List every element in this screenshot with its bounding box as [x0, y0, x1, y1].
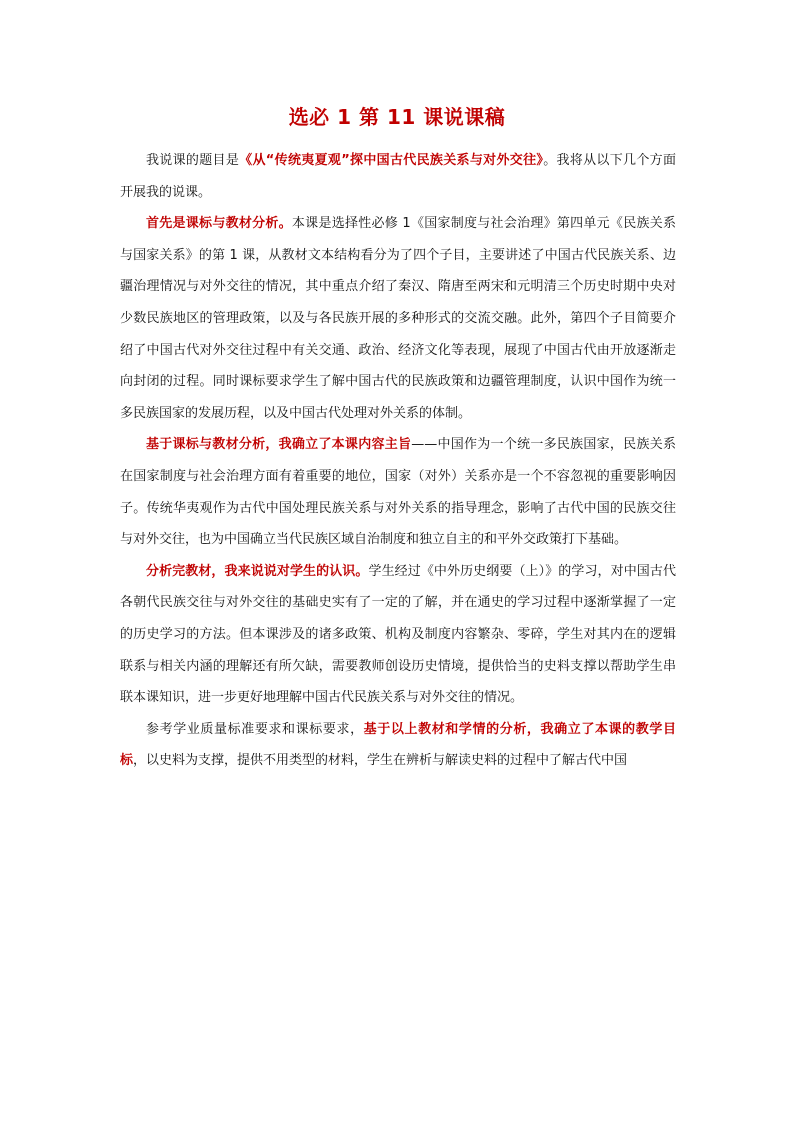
highlighted-heading: 基于以上教材和学情的分析，我确立了本课的教学目标	[120, 721, 676, 769]
highlighted-lesson-topic: 《从“传统夷夏观”探中国古代民族关系与对外交往》	[239, 153, 544, 168]
paragraph-content-theme	[120, 429, 676, 555]
document-body	[120, 145, 676, 777]
text-segment: ，以史料为支撑，提供不用类型的材料，学生在辨析与解读史料的过程中了解古代中国	[133, 753, 628, 769]
text-segment: 我说课的题目是	[146, 153, 240, 168]
highlighted-heading: 分析完教材，我来说说对学生的认识。	[146, 563, 369, 579]
document-title: 选必 1 第 11 课说课稿	[288, 105, 506, 129]
highlighted-heading: 基于课标与教材分析，我确立了本课内容主旨	[146, 437, 412, 453]
text-segment: ——中国作为一个统一多民族国家，民族关系在国家制度与社会治理方面有着重要的地位，国家（对外）关系亦是一个不容忽视的重要影响因子。传统华夷观作为古代中国处理民族关系与对外关系的指导理念，影响了古代中国的民族交往与对外交往，也为中国确立当代民族区域自治制度和独立自主的和平外交政策打下基础。	[120, 437, 676, 548]
text-segment: 本课是选择性必修 1《国家制度与社会治理》第四单元《民族关系与国家关系》的第 1 课，从教材文本结构看分为了四个子目，主要讲述了中国古代民族关系、边疆治理情况与对外交往的情况，其中重点介绍了秦汉、隋唐至两宋和元明清三个历史时期中央对少数民族地区的管理政策，以及与各民族开展的多种形式的交流交融。此外，第四个子目简要介绍了中国古代对外交往过程中有关交通、政治、经济文化等表现，展现了中国古代由开放逐渐走向封闭的过程。同时课标要求学生了解中国古代的民族政策和边疆管理制度，认识中国作为统一多民族国家的发展历程，以及中国古代处理对外关系的体制。	[120, 216, 676, 421]
paragraph-curriculum-analysis	[120, 208, 676, 429]
text-segment: 学生经过《中外历史纲要（上）》的学习，对中国古代各朝代民族交往与对外交往的基础史实有了一定的了解，并在通史的学习过程中逐渐掌握了一定的历史学习的方法。但本课涉及的诸多政策、机构及制度内容繁杂、零碎，学生对其内在的逻辑联系与相关内涵的理解还有所欠缺，需要教师创设历史情境，提供恰当的史料支撑以帮助学生串联本课知识，进一步更好地理解中国古代民族关系与对外交往的情况。	[120, 563, 676, 706]
paragraph-student-analysis	[120, 556, 676, 714]
text-segment: 参考学业质量标准要求和课标要求，	[146, 721, 364, 737]
highlighted-heading: 首先是课标与教材分析。	[146, 216, 292, 232]
paragraph-teaching-goals	[120, 714, 676, 777]
paragraph-intro	[120, 145, 676, 208]
text-segment: 。我将从以下几个方面开展我的说课。	[120, 153, 676, 200]
